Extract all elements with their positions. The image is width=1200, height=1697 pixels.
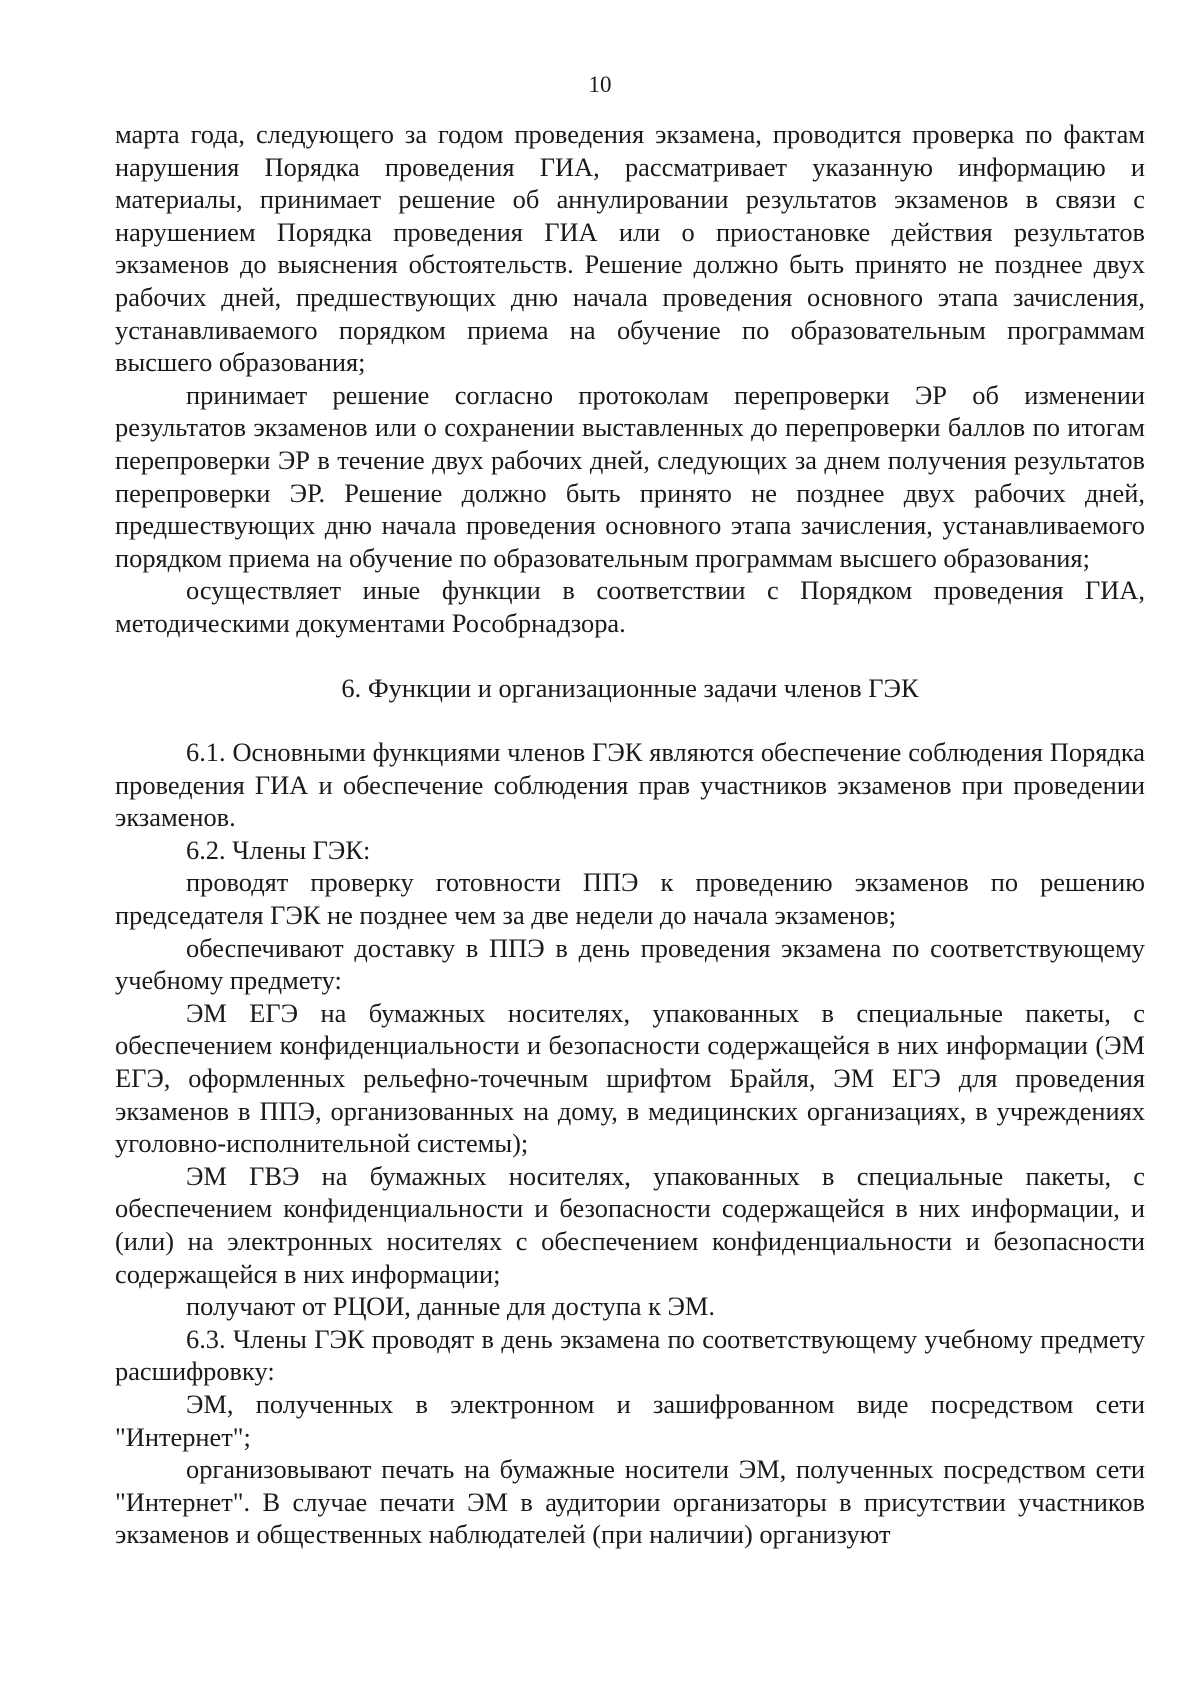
paragraph: организовывают печать на бумажные носители ЭМ, полученных посредством сети "Интернет". В случае печати ЭМ в аудитории организаторы в присутствии участников экзаменов и общественных наблюдателей (при наличии) организуют xyxy=(115,1454,1145,1550)
paragraph: ЭМ ГВЭ на бумажных носителях, упакованных в специальные пакеты, с обеспечением конфиденциальности и безопасности содержащейся в них информации, и (или) на электронных носителях с обеспечением конфиденциальности и безопасности содержащейся в них информации; xyxy=(115,1160,1145,1289)
section-heading: 6. Функции и организационные задачи членов ГЭК xyxy=(341,672,919,703)
paragraph: 6.2. Члены ГЭК: xyxy=(186,834,371,865)
paragraph: проводят проверку готовности ППЭ к проведению экзаменов по решению председателя ГЭК не позднее чем за две недели до начала экзаменов; xyxy=(115,867,1145,931)
document-body xyxy=(115,118,1145,1551)
paragraph: ЭМ, полученных в электронном и зашифрованном виде посредством сети "Интернет"; xyxy=(115,1388,1145,1452)
paragraph: ЭМ ЕГЭ на бумажных носителях, упакованных в специальные пакеты, с обеспечением конфиденциальности и безопасности содержащейся в них информации (ЭМ ЕГЭ, оформленных рельефно-точечным шрифтом Брайля, ЭМ ЕГЭ для проведения экзаменов в ППЭ, организованных на дому, в медицинских организациях, в учреждениях уголовно-исполнительной системы); xyxy=(115,997,1145,1159)
paragraph: осуществляет иные функции в соответствии с Порядком проведения ГИА, методическими документами Рособрнадзора. xyxy=(115,575,1145,638)
paragraph: принимает решение согласно протоколам перепроверки ЭР об изменении результатов экзаменов или о сохранении выставленных до перепроверки баллов по итогам перепроверки ЭР в течение двух рабочих дней, следующих за днем получения результатов перепроверки ЭР. Решение должно быть принято не позднее двух рабочих дней, предшествующих дню начала проведения основного этапа зачисления, устанавливаемого порядком приема на обучение по образовательным программам высшего образования; xyxy=(115,379,1145,573)
page-number: 10 xyxy=(588,72,612,97)
paragraph: 6.3. Члены ГЭК проводят в день экзамена по соответствующему учебному предмету расшифровку: xyxy=(115,1323,1145,1387)
paragraph: получают от РЦОИ, данные для доступа к ЭМ. xyxy=(186,1291,715,1322)
paragraph: обеспечивают доставку в ППЭ в день проведения экзамена по соответствующему учебному предмету: xyxy=(115,932,1145,996)
paragraph: марта года, следующего за годом проведения экзамена, проводится проверка по фактам нарушения Порядка проведения ГИА, рассматривает указанную информацию и материалы, принимает решение об аннулировании результатов экзаменов в связи с нарушением Порядка проведения ГИА или о приостановке действия результатов экзаменов до выяснения обстоятельств. Решение должно быть принято не позднее двух рабочих дней, предшествующих дню начала проведения основного этапа зачисления, устанавливаемого порядком приема на обучение по образовательным программам высшего образования; xyxy=(115,119,1145,378)
paragraph: 6.1. Основными функциями членов ГЭК являются обеспечение соблюдения Порядка проведения ГИА и обеспечение соблюдения прав участников экзаменов при проведении экзаменов. xyxy=(115,737,1145,833)
